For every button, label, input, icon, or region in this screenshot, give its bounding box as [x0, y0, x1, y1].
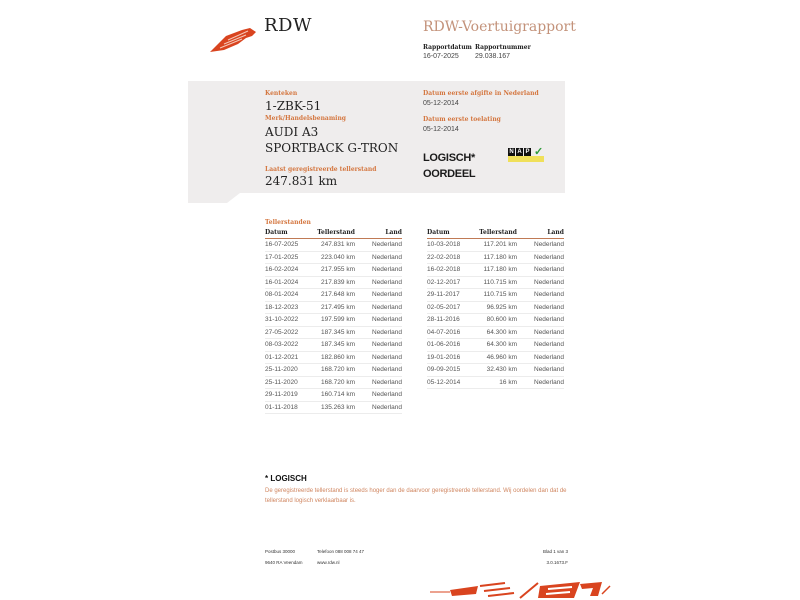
- reading-date: 16-02-2018: [427, 264, 477, 277]
- table-row: [265, 339, 402, 352]
- reading-date: 16-02-2024: [265, 264, 315, 277]
- brand-name: RDW: [264, 15, 312, 36]
- table-row: [427, 276, 564, 289]
- reading-country: Nederland: [355, 351, 402, 364]
- reading-country: Nederland: [517, 351, 564, 364]
- column-header-date: Datum: [427, 228, 477, 239]
- column-header-date: Datum: [265, 228, 315, 239]
- reading-km: 217.839 km: [315, 276, 355, 289]
- nap-letter-p: P: [525, 149, 530, 155]
- table-row: [265, 401, 402, 414]
- reading-date: 08-01-2024: [265, 289, 315, 302]
- report-number-value: 29.038.167: [475, 53, 511, 60]
- readings-title: Tellerstanden: [265, 219, 311, 226]
- table-row: [427, 376, 564, 389]
- reading-km: 96.925 km: [477, 301, 517, 314]
- eerste-toelating-label: Datum eerste toelating: [423, 116, 501, 123]
- table-row: [427, 239, 564, 252]
- reading-date: 25-11-2020: [265, 364, 315, 377]
- reading-km: 80.600 km: [477, 314, 517, 327]
- reading-date: 05-12-2014: [427, 376, 477, 389]
- reading-country: Nederland: [355, 239, 402, 252]
- reading-km: 168.720 km: [315, 376, 355, 389]
- reading-km: 217.648 km: [315, 289, 355, 302]
- reading-country: Nederland: [355, 251, 402, 264]
- footer-code: 3.0.1673.F: [546, 560, 568, 565]
- nap-letter-n: N: [509, 149, 514, 155]
- column-header-country: Land: [355, 228, 402, 239]
- column-header-country: Land: [517, 228, 564, 239]
- reading-km: 117.180 km: [477, 264, 517, 277]
- reading-country: Nederland: [517, 251, 564, 264]
- panel-notch: [188, 193, 240, 203]
- table-row: [265, 389, 402, 402]
- reading-date: 29-11-2017: [427, 289, 477, 302]
- table-row: [265, 276, 402, 289]
- reading-date: 17-01-2025: [265, 251, 315, 264]
- reading-country: Nederland: [517, 339, 564, 352]
- reading-km: 247.831 km: [315, 239, 355, 252]
- reading-km: 197.599 km: [315, 314, 355, 327]
- reading-km: 117.180 km: [477, 251, 517, 264]
- table-row: [265, 376, 402, 389]
- reading-date: 27-05-2022: [265, 326, 315, 339]
- reading-km: 217.495 km: [315, 301, 355, 314]
- reading-country: Nederland: [355, 314, 402, 327]
- reading-date: 28-11-2016: [427, 314, 477, 327]
- nap-letter-a: A: [517, 149, 522, 155]
- readings-table-left: [265, 228, 402, 414]
- reading-km: 110.715 km: [477, 289, 517, 302]
- rdw-logo-icon: [208, 26, 258, 54]
- table-row: [427, 364, 564, 377]
- table-row: [427, 351, 564, 364]
- reading-country: Nederland: [517, 376, 564, 389]
- table-row: [427, 251, 564, 264]
- reading-date: 22-02-2018: [427, 251, 477, 264]
- reading-km: 135.263 km: [315, 401, 355, 414]
- rdw-stripe-graphic-icon: [430, 580, 615, 600]
- reading-country: Nederland: [517, 301, 564, 314]
- reading-km: 160.714 km: [315, 389, 355, 402]
- table-header-row: [265, 228, 402, 239]
- table-row: [427, 314, 564, 327]
- reading-date: 02-05-2017: [427, 301, 477, 314]
- report-date: [423, 44, 472, 60]
- merk-value-line2: SPORTBACK G-TRON: [265, 141, 399, 155]
- report-number-label: Rapportnummer: [475, 44, 531, 51]
- reading-country: Nederland: [517, 364, 564, 377]
- reading-date: 25-11-2020: [265, 376, 315, 389]
- table-row: [427, 326, 564, 339]
- reading-country: Nederland: [355, 289, 402, 302]
- reading-country: Nederland: [355, 339, 402, 352]
- reading-km: 16 km: [477, 376, 517, 389]
- table-row: [265, 239, 402, 252]
- table-row: [265, 351, 402, 364]
- table-row: [265, 289, 402, 302]
- footnote-text: De geregistreerde tellerstand is steeds hoger dan de daarvoor geregistreerde tellerstand. Wij oordelen dan dat de tellerstand logisch verklaarbaar is.: [265, 488, 567, 504]
- kenteken-value: 1-ZBK-51: [265, 99, 322, 113]
- table-row: [427, 339, 564, 352]
- table-header-row: [427, 228, 564, 239]
- table-row: [265, 326, 402, 339]
- reading-date: 10-03-2018: [427, 239, 477, 252]
- table-row: [265, 251, 402, 264]
- reading-date: 18-12-2023: [265, 301, 315, 314]
- table-row: [265, 301, 402, 314]
- reading-date: 08-03-2022: [265, 339, 315, 352]
- reading-km: 32.430 km: [477, 364, 517, 377]
- reading-date: 19-01-2016: [427, 351, 477, 364]
- reading-km: 64.300 km: [477, 339, 517, 352]
- eerste-toelating-value: 05-12-2014: [423, 126, 459, 133]
- report-number: [475, 44, 531, 60]
- reading-country: Nederland: [355, 364, 402, 377]
- table-row: [265, 264, 402, 277]
- merk-value-line1: AUDI A3: [265, 125, 319, 139]
- kenteken-label: Kenteken: [265, 90, 298, 97]
- laatste-tellerstand-label: Laatst geregistreerde tellerstand: [265, 166, 377, 173]
- verdict-line2: OORDEEL: [423, 168, 476, 180]
- reading-date: 16-07-2025: [265, 239, 315, 252]
- table-row: [265, 364, 402, 377]
- column-header-km: Tellerstand: [477, 228, 517, 239]
- report-date-label: Rapportdatum: [423, 44, 472, 51]
- table-row: [427, 289, 564, 302]
- reading-date: 29-11-2019: [265, 389, 315, 402]
- reading-country: Nederland: [517, 326, 564, 339]
- reading-km: 110.715 km: [477, 276, 517, 289]
- reading-km: 182.860 km: [315, 351, 355, 364]
- checkmark-icon: ✓: [534, 146, 544, 158]
- reading-km: 187.345 km: [315, 339, 355, 352]
- footer-phone: Telefoon 088 008 74 47: [317, 549, 365, 554]
- footer-page-number: Blad 1 van 3: [542, 549, 568, 554]
- readings-table-right: [427, 228, 564, 389]
- merk-label: Merk/Handelsbenaming: [265, 115, 347, 122]
- reading-km: 117.201 km: [477, 239, 517, 252]
- vehicle-summary-panel: [188, 81, 565, 193]
- reading-km: 168.720 km: [315, 364, 355, 377]
- reading-country: Nederland: [517, 264, 564, 277]
- footer-city: 9640 RA Veendam: [265, 560, 303, 565]
- footer-postbus: Postbus 30000: [265, 549, 296, 554]
- nap-badge-icon: [508, 147, 544, 161]
- reading-country: Nederland: [355, 301, 402, 314]
- eerste-afgifte-value: 05-12-2014: [423, 100, 459, 107]
- reading-date: 16-01-2024: [265, 276, 315, 289]
- reading-country: Nederland: [355, 401, 402, 414]
- reading-country: Nederland: [355, 389, 402, 402]
- reading-date: 04-07-2016: [427, 326, 477, 339]
- report-date-value: 16-07-2025: [423, 53, 459, 60]
- eerste-afgifte-label: Datum eerste afgifte in Nederland: [423, 90, 539, 97]
- reading-date: 31-10-2022: [265, 314, 315, 327]
- verdict-line1: LOGISCH*: [423, 152, 475, 164]
- footer-website[interactable]: www.rdw.nl: [317, 560, 340, 565]
- reading-country: Nederland: [517, 239, 564, 252]
- reading-date: 01-12-2021: [265, 351, 315, 364]
- reading-date: 01-06-2016: [427, 339, 477, 352]
- reading-country: Nederland: [517, 314, 564, 327]
- reading-country: Nederland: [355, 376, 402, 389]
- reading-km: 187.345 km: [315, 326, 355, 339]
- reading-country: Nederland: [355, 264, 402, 277]
- report-title: RDW-Voertuigrapport: [423, 19, 576, 35]
- table-row: [427, 264, 564, 277]
- reading-km: 217.955 km: [315, 264, 355, 277]
- reading-country: Nederland: [355, 276, 402, 289]
- reading-date: 01-11-2018: [265, 401, 315, 414]
- table-row: [427, 301, 564, 314]
- column-header-km: Tellerstand: [315, 228, 355, 239]
- reading-country: Nederland: [517, 289, 564, 302]
- reading-km: 223.040 km: [315, 251, 355, 264]
- footnote-title: * LOGISCH: [265, 474, 307, 483]
- reading-km: 64.300 km: [477, 326, 517, 339]
- laatste-tellerstand-value: 247.831 km: [265, 174, 338, 188]
- reading-country: Nederland: [355, 326, 402, 339]
- table-row: [265, 314, 402, 327]
- verdict: [423, 150, 475, 182]
- reading-date: 09-09-2015: [427, 364, 477, 377]
- reading-km: 46.960 km: [477, 351, 517, 364]
- reading-country: Nederland: [517, 276, 564, 289]
- reading-date: 02-12-2017: [427, 276, 477, 289]
